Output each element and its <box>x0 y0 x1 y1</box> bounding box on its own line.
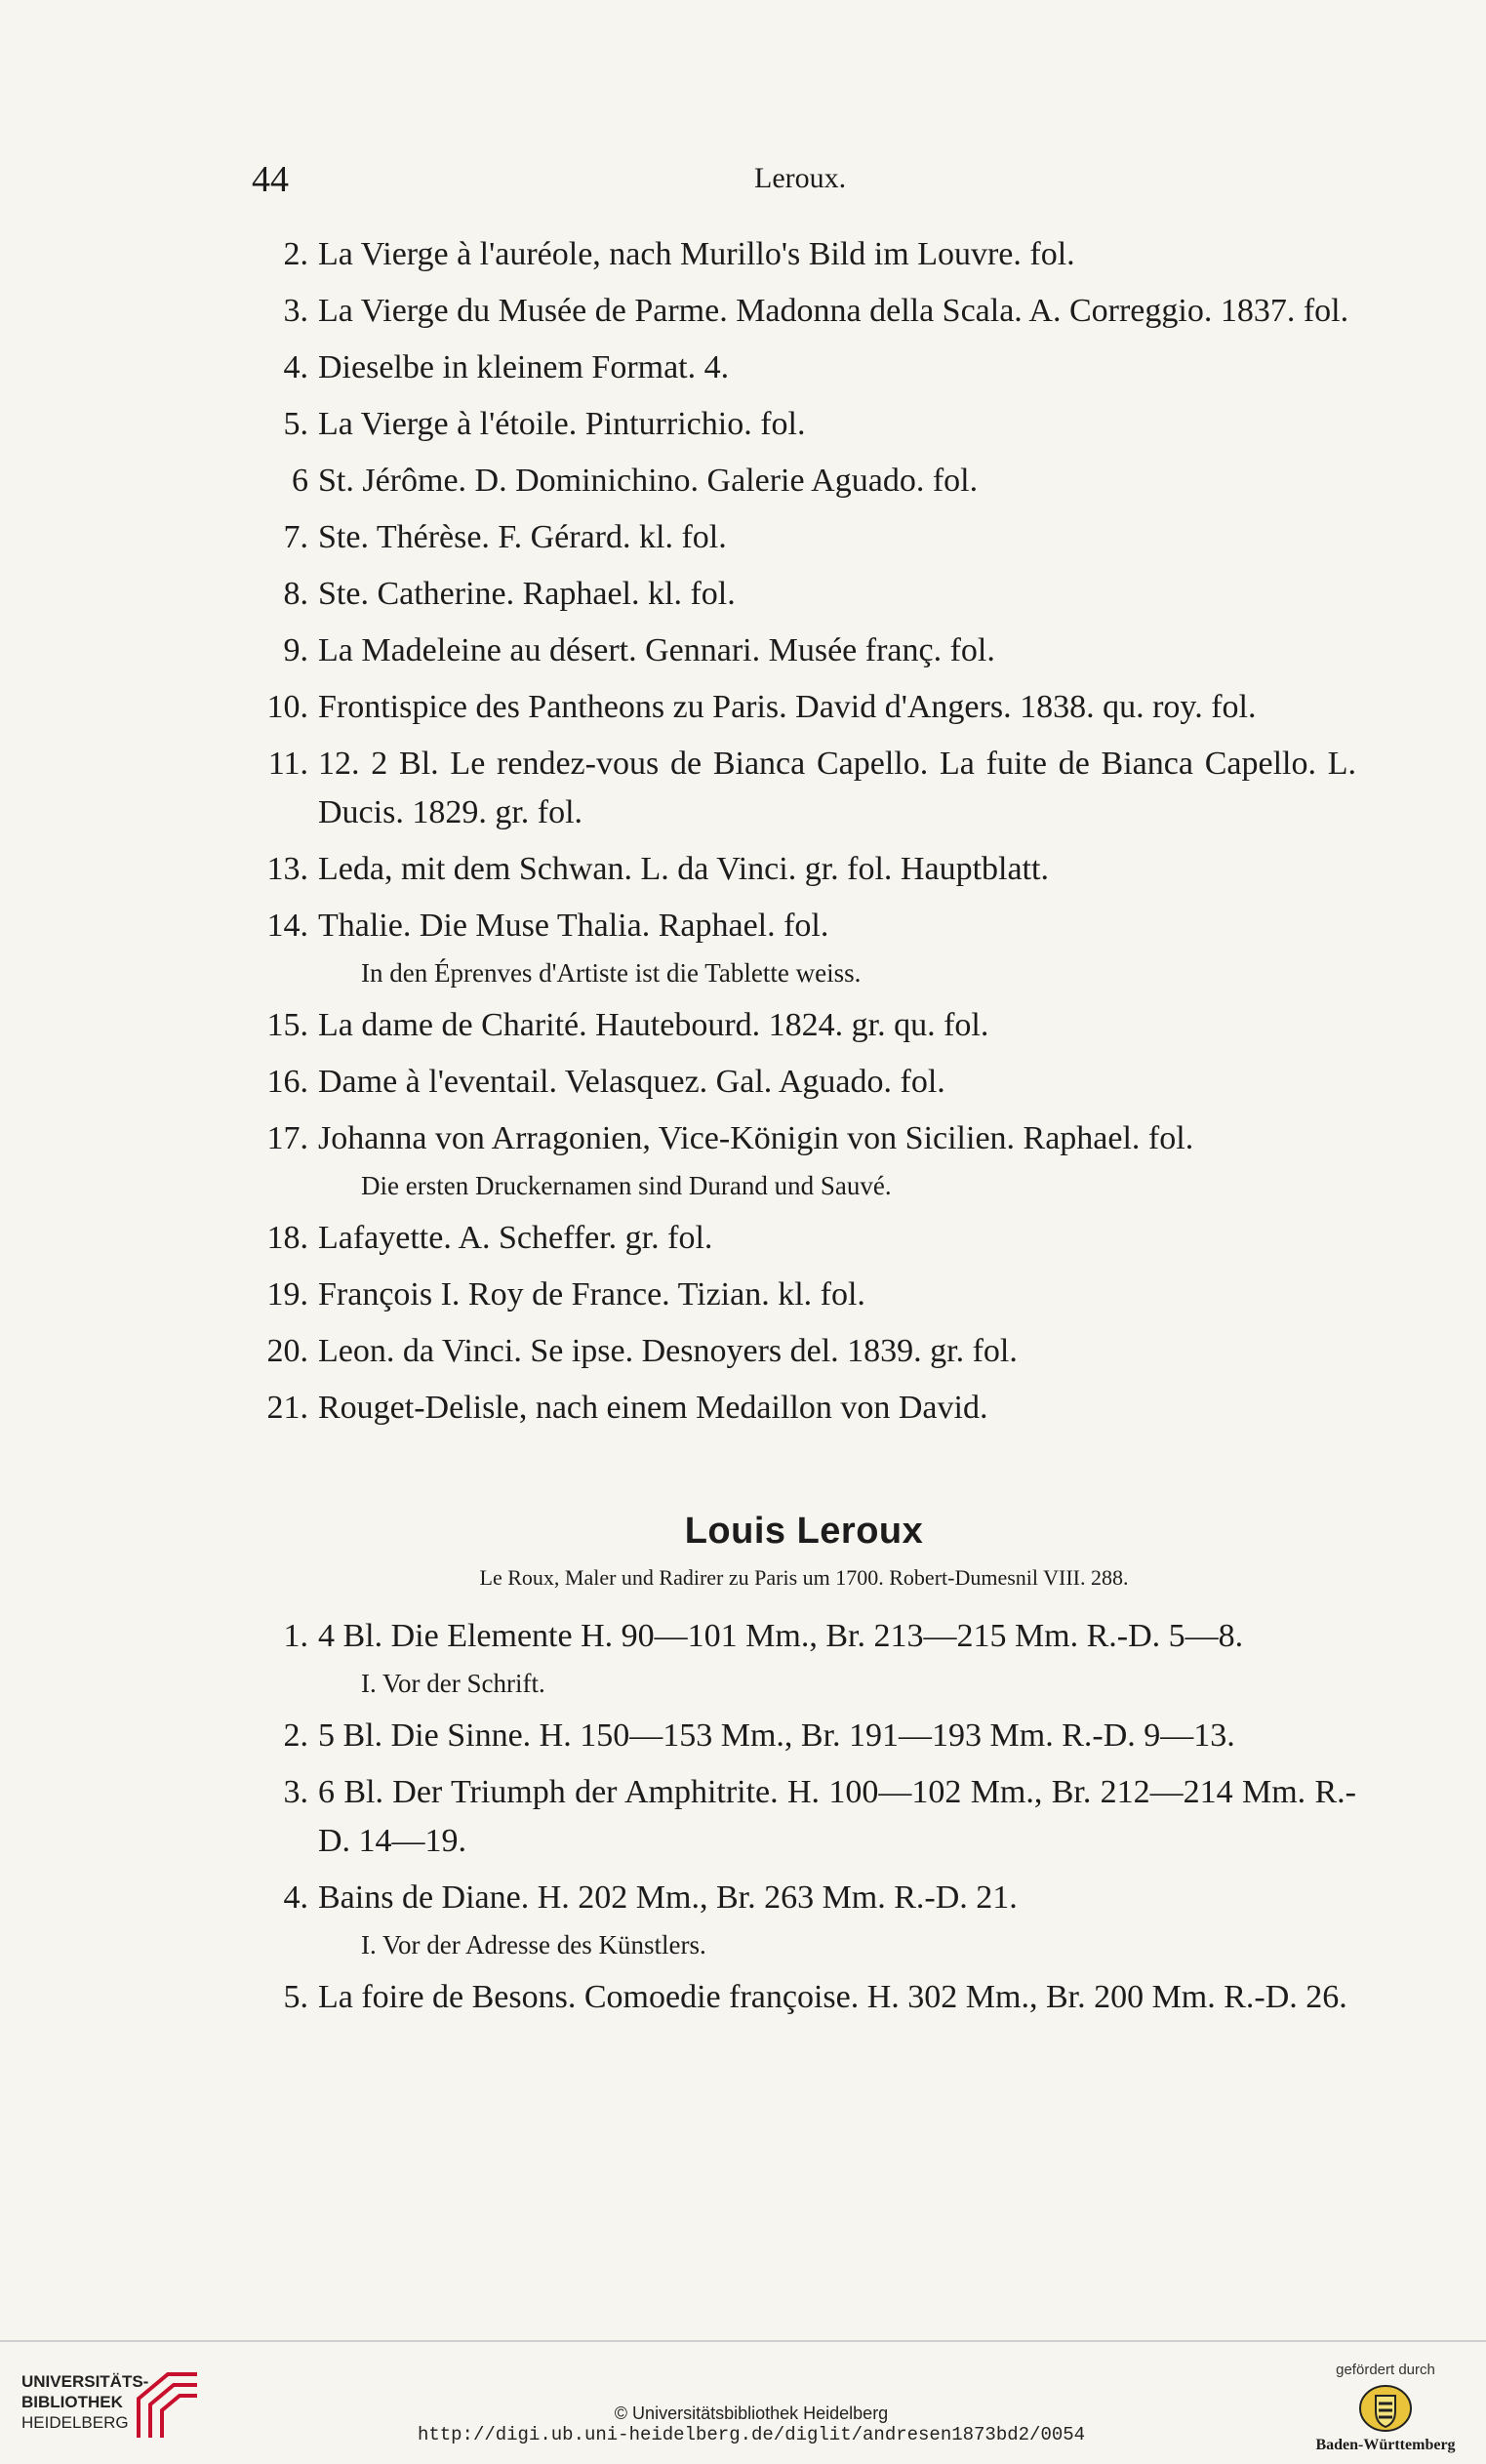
page-number: 44 <box>252 159 289 200</box>
entry-text: Leda, mit dem Schwan. L. da Vinci. gr. fol. Hauptblatt. <box>318 851 1049 887</box>
library-name-line3: HEIDELBERG <box>21 2413 129 2432</box>
catalogue-entry <box>252 343 1356 392</box>
entry-note: I. Vor der Adresse des Künstlers. <box>361 1930 706 1959</box>
entry-number: 6 <box>292 463 308 499</box>
entry-number: 5. <box>283 1979 308 2015</box>
entry-number: 19. <box>266 1276 308 1313</box>
page-header <box>252 158 1354 207</box>
entry-number: 2. <box>283 1717 308 1754</box>
entry-note: Die ersten Druckernamen sind Durand und Sauvé. <box>361 1171 892 1200</box>
entry-text: Johanna von Arragonien, Vice-Königin von Sicilien. Raphael. fol. <box>318 1120 1194 1156</box>
entry-number: 17. <box>266 1120 308 1156</box>
artist-heading: Louis Leroux <box>684 1511 924 1552</box>
entry-number: 20. <box>266 1333 308 1369</box>
entry-number: 18. <box>266 1220 308 1256</box>
entry-number: 3. <box>283 1774 308 1810</box>
entry-number: 21. <box>266 1390 308 1426</box>
catalogue-entry <box>252 1768 1356 1866</box>
entry-text: La Madeleine au désert. Gennari. Musée franç. fol. <box>318 632 995 668</box>
catalogue-entry <box>252 1973 1356 2022</box>
entry-text: Leon. da Vinci. Se ipse. Desnoyers del. 1839. gr. fol. <box>318 1333 1018 1369</box>
catalogue-entry <box>252 1214 1356 1263</box>
entry-text: 4 Bl. Die Elemente H. 90—101 Mm., Br. 213—215 Mm. R.-D. 5—8. <box>318 1618 1244 1654</box>
sponsor-name: Baden-Württemberg <box>1315 2437 1456 2453</box>
footer-credit <box>390 2403 1112 2445</box>
catalogue-entry <box>252 1114 1356 1163</box>
state-coat-of-arms-icon <box>1358 2384 1413 2433</box>
entry-number: 3. <box>283 293 308 329</box>
entry-text: François I. Roy de France. Tizian. kl. fol. <box>318 1276 865 1313</box>
entry-text: Frontispice des Pantheons zu Paris. David d'Angers. 1838. qu. roy. fol. <box>318 689 1257 725</box>
entry-number: 15. <box>266 1007 308 1043</box>
entry-number: 4. <box>283 349 308 385</box>
catalogue-entry <box>252 683 1356 732</box>
entry-text: Dieselbe in kleinem Format. 4. <box>318 349 730 385</box>
catalogue-entry <box>252 1058 1356 1107</box>
entry-text: Rouget-Delisle, nach einem Medaillon von David. <box>318 1390 988 1426</box>
copyright-text: © Universitätsbibliothek Heidelberg <box>614 2403 889 2423</box>
entry-number: 1. <box>283 1618 308 1654</box>
catalogue-entry <box>252 1612 1356 1661</box>
entry-text: Thalie. Die Muse Thalia. Raphael. fol. <box>318 908 829 944</box>
catalogue-entry <box>252 1001 1356 1050</box>
artist-intro: Le Roux, Maler und Radirer zu Paris um 1700. Robert-Dumesnil VIII. 288. <box>479 1565 1129 1590</box>
catalogue-entry <box>252 400 1356 449</box>
catalogue-list-bottom <box>252 1612 1356 2030</box>
library-logo[interactable] <box>21 2371 217 2449</box>
source-url[interactable]: http://digi.ub.uni-heidelberg.de/diglit/andresen1873bd2/0054 <box>417 2424 1086 2445</box>
catalogue-list-top <box>252 230 1356 1440</box>
entry-number: 7. <box>283 519 308 555</box>
catalogue-entry <box>252 230 1356 279</box>
entry-number: 5. <box>283 406 308 442</box>
entry-text: Lafayette. A. Scheffer. gr. fol. <box>318 1220 713 1256</box>
entry-number: 8. <box>283 576 308 612</box>
entry-text: La Vierge à l'auréole, nach Murillo's Bild im Louvre. fol. <box>318 236 1075 272</box>
sponsor-label: gefördert durch <box>1336 2362 1435 2378</box>
entry-number: 4. <box>283 1879 308 1916</box>
entry-number: 13. <box>266 851 308 887</box>
entry-text: La Vierge du Musée de Parme. Madonna della Scala. A. Correggio. 1837. fol. <box>318 293 1349 329</box>
entry-number: 16. <box>266 1064 308 1100</box>
catalogue-entry <box>252 287 1356 336</box>
catalogue-entry <box>252 1271 1356 1319</box>
entry-text: 5 Bl. Die Sinne. H. 150—153 Mm., Br. 191—193 Mm. R.-D. 9—13. <box>318 1717 1235 1754</box>
library-logo-icon <box>129 2369 226 2443</box>
entry-number: 14. <box>266 908 308 944</box>
entry-number: 10. <box>266 689 308 725</box>
entry-text: Dame à l'eventail. Velasquez. Gal. Aguado. fol. <box>318 1064 945 1100</box>
entry-text: Bains de Diane. H. 202 Mm., Br. 263 Mm. R.-D. 21. <box>318 1879 1018 1916</box>
entry-text: Ste. Catherine. Raphael. kl. fol. <box>318 576 736 612</box>
entry-text: Ste. Thérèse. F. Gérard. kl. fol. <box>318 519 727 555</box>
entry-text: 12. 2 Bl. Le rendez-vous de Bianca Capello. La fuite de Bianca Capello. L. Ducis. 1829. gr. fol. <box>318 746 1356 830</box>
catalogue-entry <box>252 1327 1356 1376</box>
catalogue-entry <box>252 626 1356 675</box>
entry-note: I. Vor der Schrift. <box>361 1669 545 1698</box>
running-head: Leroux. <box>754 162 847 194</box>
entry-text: La dame de Charité. Hautebourd. 1824. gr. qu. fol. <box>318 1007 989 1043</box>
entry-text: 6 Bl. Der Triumph der Amphitrite. H. 100—102 Mm., Br. 212—214 Mm. R.-D. 14—19. <box>318 1774 1356 1859</box>
catalogue-entry <box>252 845 1356 894</box>
entry-number: 11. <box>267 746 308 782</box>
catalogue-entry <box>252 1874 1356 1922</box>
library-name-line2: BIBLIOTHEK <box>21 2393 123 2411</box>
footer-divider <box>0 2340 1486 2342</box>
catalogue-entry <box>252 513 1356 562</box>
entry-number: 2. <box>283 236 308 272</box>
sponsor-block <box>1298 2362 1473 2454</box>
entry-number: 9. <box>283 632 308 668</box>
library-name-line1: UNIVERSITÄTS- <box>21 2372 149 2391</box>
catalogue-entry <box>252 1712 1356 1760</box>
entry-text: St. Jérôme. D. Dominichino. Galerie Aguado. fol. <box>318 463 979 499</box>
catalogue-entry <box>252 570 1356 619</box>
entry-text: La foire de Besons. Comoedie françoise. H. 302 Mm., Br. 200 Mm. R.-D. 26. <box>318 1979 1347 2015</box>
catalogue-entry <box>252 457 1356 505</box>
catalogue-entry <box>252 902 1356 950</box>
catalogue-entry <box>252 740 1356 837</box>
catalogue-entry <box>252 1384 1356 1433</box>
entry-text: La Vierge à l'étoile. Pinturrichio. fol. <box>318 406 806 442</box>
entry-note: In den Éprenves d'Artiste ist die Tablette weiss. <box>361 958 862 988</box>
